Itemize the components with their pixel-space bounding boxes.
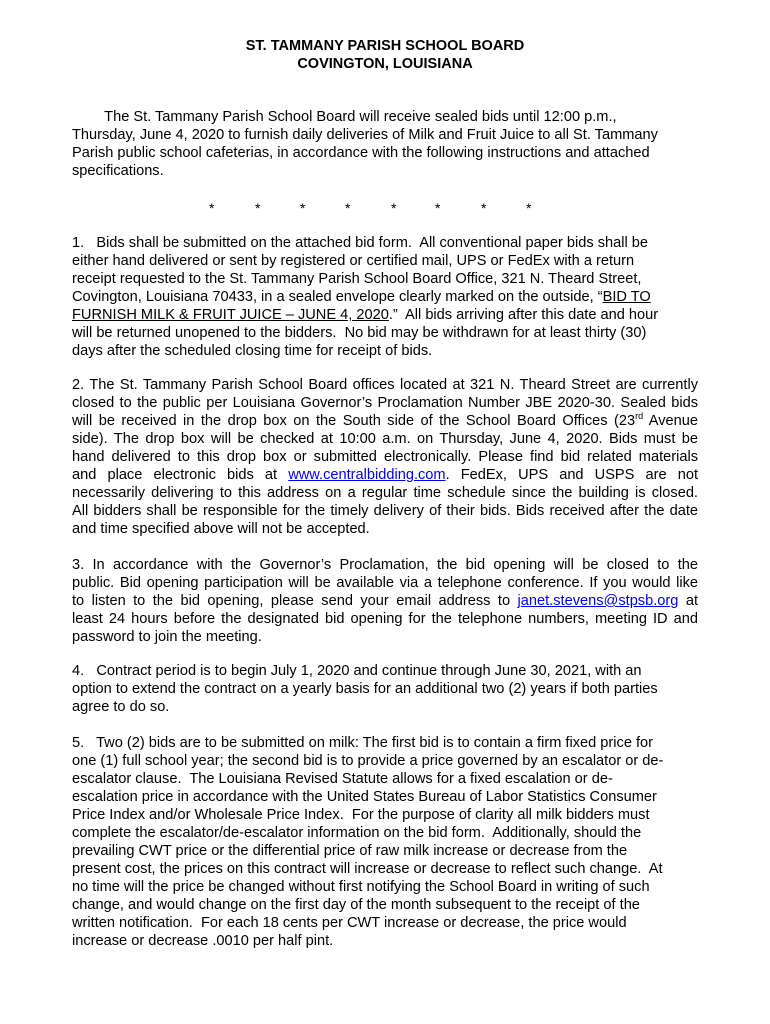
text-line xyxy=(72,144,698,162)
text-segment: Avenue xyxy=(643,413,698,429)
separator-star: * xyxy=(481,200,487,216)
text-line xyxy=(72,556,698,574)
separator-star: * xyxy=(435,200,441,216)
underlined-text: BID TO xyxy=(602,289,651,305)
text-line xyxy=(72,394,698,412)
separator-star: * xyxy=(526,200,532,216)
text-segment: closed to the public per Louisiana Governor’s Proclamation Number JBE 2020-30. Sealed bids xyxy=(72,395,698,411)
text-segment: .” All bids arriving after this date and hour xyxy=(388,307,659,323)
text-line xyxy=(72,842,698,860)
item-3-paragraph xyxy=(72,556,698,646)
text-line xyxy=(72,324,698,342)
text-line xyxy=(72,610,698,628)
text-segment: change, and would change on the first day of the month subsequent to the receipt of the xyxy=(72,897,640,913)
text-line xyxy=(72,662,698,680)
text-line xyxy=(72,342,698,360)
text-segment: either hand delivered or sent by registered or certified mail, UPS or FedEx with a return xyxy=(72,253,635,269)
text-line xyxy=(72,878,698,896)
text-line xyxy=(72,770,698,788)
text-line xyxy=(72,162,698,180)
text-segment: 2. The St. Tammany Parish School Board offices located at 321 N. Theard Street are currently xyxy=(72,377,698,393)
text-line xyxy=(72,484,698,502)
text-line xyxy=(72,412,698,430)
text-line xyxy=(72,896,698,914)
document-subtitle: COVINGTON, LOUISIANA xyxy=(297,56,473,72)
text-segment: 3. In accordance with the Governor’s Proclamation, the bid opening will be closed to the xyxy=(72,557,698,573)
text-line xyxy=(72,932,698,950)
text-line xyxy=(72,734,698,752)
intro-paragraph xyxy=(72,108,698,180)
text-segment: Price Index and/or Wholesale Price Index. For the purpose of clarity all milk bidders must xyxy=(72,807,650,823)
text-segment: password to join the meeting. xyxy=(72,629,262,645)
text-segment: side). The drop box will be checked at 10:00 a.m. on Thursday, June 4, 2020. Bids must be xyxy=(72,431,698,447)
text-segment: receipt requested to the St. Tammany Parish School Board Office, 321 N. Theard Street, xyxy=(72,271,642,287)
text-line xyxy=(72,914,698,932)
text-line xyxy=(72,270,698,288)
text-segment: All bidders shall be responsible for the timely delivery of their bids. Bids received after the date xyxy=(72,503,698,519)
text-line xyxy=(72,680,698,698)
document-title: ST. TAMMANY PARISH SCHOOL BOARD xyxy=(245,38,525,54)
text-line xyxy=(72,252,698,270)
text-line xyxy=(72,806,698,824)
text-line xyxy=(72,108,698,126)
email-link[interactable]: janet.stevens@stpsb.org xyxy=(517,593,679,609)
text-segment: Parish public school cafeterias, in accordance with the following instructions and attached xyxy=(72,145,650,161)
text-segment: will be returned unopened to the bidders. No bid may be withdrawn for at least thirty (30) xyxy=(72,325,647,341)
text-line xyxy=(72,376,698,394)
text-line xyxy=(72,288,698,306)
text-segment: necessarily delivering to this address on a regular time schedule since the building is closed. xyxy=(72,485,698,501)
text-line xyxy=(72,860,698,878)
text-segment: 1. Bids shall be submitted on the attached bid form. All conventional paper bids shall be xyxy=(72,235,648,251)
text-segment: . FedEx, UPS and USPS are not xyxy=(445,467,699,483)
text-segment: escalator clause. The Louisiana Revised Statute allows for a fixed escalation or de- xyxy=(72,771,613,787)
text-segment: 5. Two (2) bids are to be submitted on milk: The first bid is to contain a firm fixed price for xyxy=(72,735,654,751)
text-segment: prevailing CWT price or the differential price of raw milk increase or decrease from the xyxy=(72,843,628,859)
text-segment: Covington, Louisiana 70433, in a sealed envelope clearly marked on the outside, “ xyxy=(72,289,603,305)
text-segment: will be received in the drop box on the South side of the School Board Offices (23 xyxy=(72,413,636,429)
text-segment: The St. Tammany Parish School Board will receive sealed bids until 12:00 p.m., xyxy=(72,109,617,125)
text-line xyxy=(72,466,698,484)
text-segment: at xyxy=(678,593,698,609)
text-line xyxy=(72,574,698,592)
item-5-paragraph xyxy=(72,734,698,950)
text-line xyxy=(72,698,698,716)
text-line xyxy=(72,788,698,806)
text-segment: complete the escalator/de-escalator information on the bid form. Additionally, should the xyxy=(72,825,642,841)
item-1-paragraph xyxy=(72,234,698,360)
text-segment: to listen to the bid opening, please send your email address to xyxy=(72,593,518,609)
separator-star: * xyxy=(300,200,306,216)
separator-star: * xyxy=(255,200,261,216)
website-link[interactable]: www.centralbidding.com xyxy=(288,467,446,483)
text-segment: Thursday, June 4, 2020 to furnish daily deliveries of Milk and Fruit Juice to all St. Tammany xyxy=(72,127,658,143)
text-line xyxy=(72,520,698,538)
text-line xyxy=(72,752,698,770)
text-line xyxy=(72,628,698,646)
separator-star: * xyxy=(209,200,215,216)
text-segment: public. Bid opening participation will be available via a telephone conference. If you would like xyxy=(72,575,698,591)
text-line xyxy=(72,502,698,520)
text-segment: days after the scheduled closing time for receipt of bids. xyxy=(72,343,433,359)
text-segment: 4. Contract period is to begin July 1, 2020 and continue through June 30, 2021, with an xyxy=(72,663,642,679)
text-line xyxy=(72,306,698,324)
text-segment: least 24 hours before the designated bid opening for the telephone numbers, meeting ID and xyxy=(72,611,698,627)
text-line xyxy=(72,234,698,252)
text-line xyxy=(72,824,698,842)
separator-star: * xyxy=(391,200,397,216)
text-line xyxy=(72,592,698,610)
text-segment: specifications. xyxy=(72,163,164,179)
text-segment: option to extend the contract on a yearly basis for an additional two (2) years if both parties xyxy=(72,681,658,697)
text-segment: escalation price in accordance with the United States Bureau of Labor Statistics Consumer xyxy=(72,789,657,805)
superscript: rd xyxy=(635,411,644,421)
text-line xyxy=(72,126,698,144)
item-2-paragraph xyxy=(72,376,698,538)
text-segment: no time will the price be changed without first notifying the School Board in writing of such xyxy=(72,879,650,895)
text-segment: written notification. For each 18 cents per CWT increase or decrease, the price would xyxy=(72,915,627,931)
item-4-paragraph xyxy=(72,662,698,716)
underlined-text: FURNISH MILK & FRUIT JUICE – JUNE 4, 2020 xyxy=(72,307,389,323)
text-line xyxy=(72,430,698,448)
text-segment: present cost, the prices on this contract will increase or decrease to reflect such change. At xyxy=(72,861,663,877)
text-segment: and place electronic bids at xyxy=(72,467,289,483)
text-segment: agree to do so. xyxy=(72,699,170,715)
text-line xyxy=(72,448,698,466)
text-segment: one (1) full school year; the second bid is to provide a price governed by an escalator or de- xyxy=(72,753,664,769)
text-segment: increase or decrease .0010 per half pint. xyxy=(72,933,334,949)
text-segment: hand delivered to this drop box or submitted electronically. Please find bid related materials xyxy=(72,449,698,465)
separator-star: * xyxy=(345,200,351,216)
text-segment: and time specified above will not be accepted. xyxy=(72,521,370,537)
